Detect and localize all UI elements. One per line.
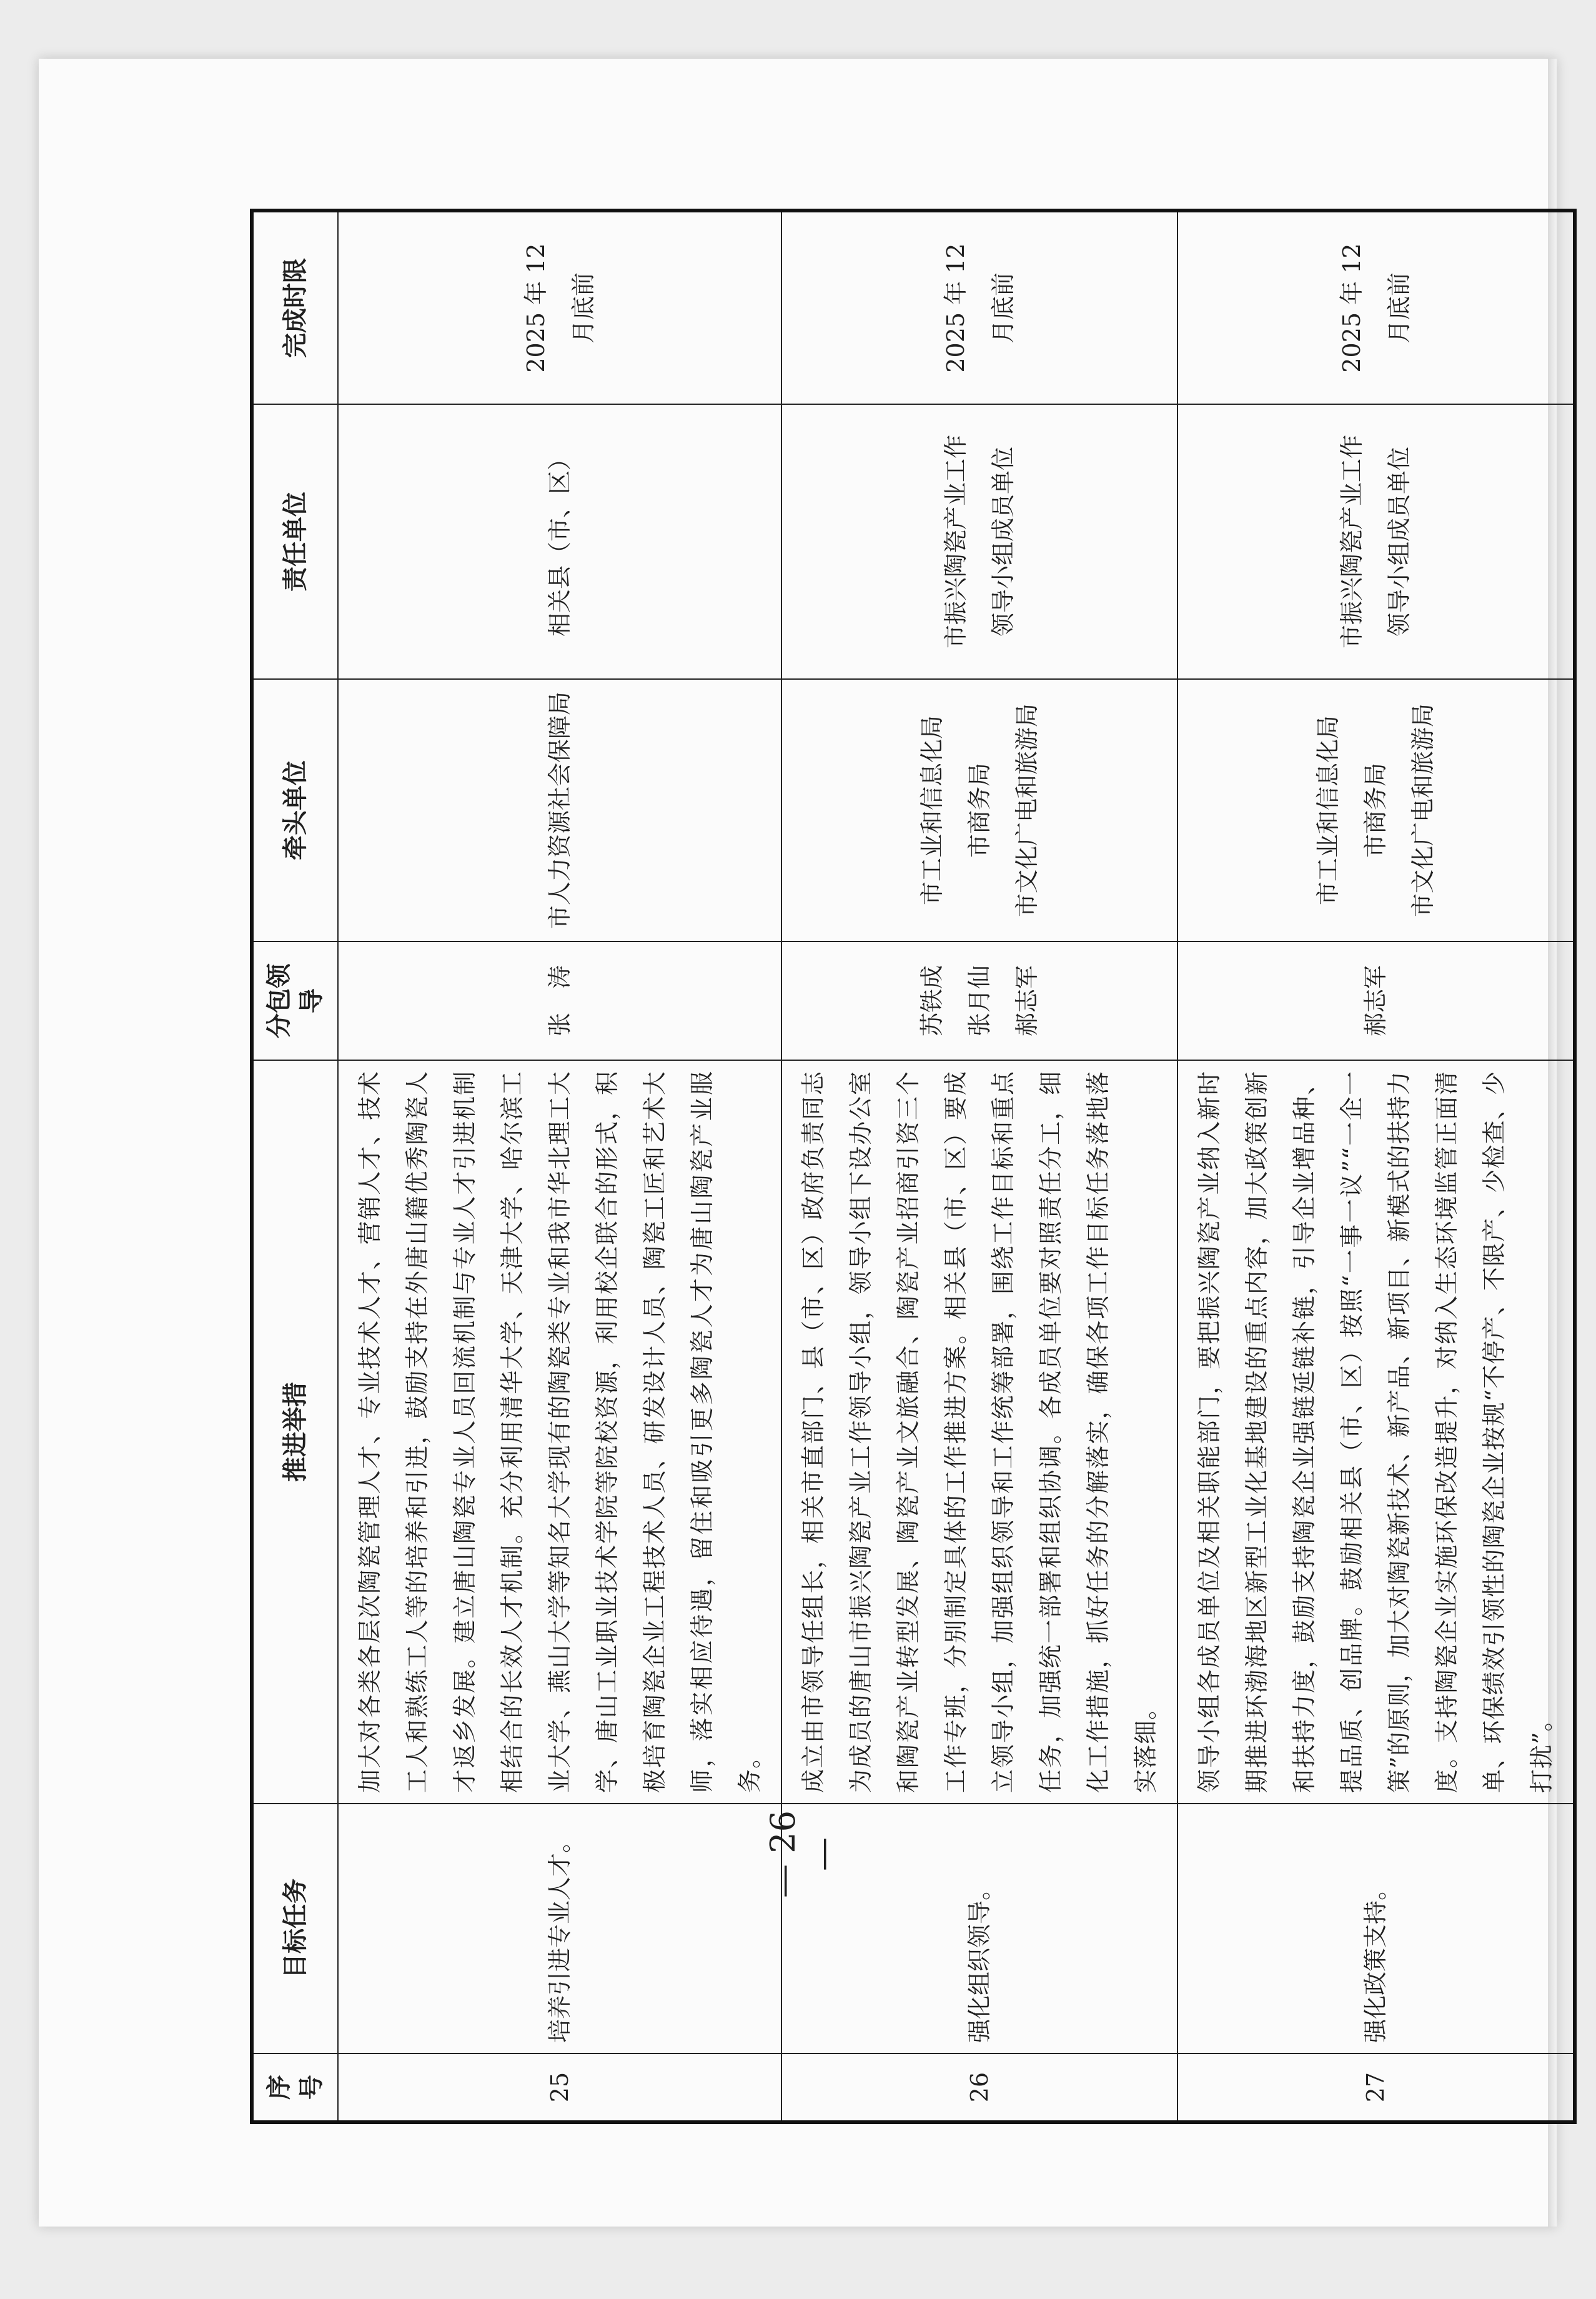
row-resp-units: [1177, 404, 1575, 679]
row-leaders: [1177, 941, 1575, 1060]
leader-name: 张 涛: [546, 965, 573, 1037]
lead-unit: 市工业和信息化局: [918, 715, 946, 906]
row-leaders: [781, 941, 1177, 1060]
deadline-line: 2025 年 12: [942, 243, 969, 373]
lead-unit: 市文化广电和旅游局: [1409, 703, 1437, 918]
resp-unit: 相关县（市、区）: [546, 447, 573, 637]
row-leaders: [338, 941, 781, 1060]
deadline-line: 2025 年 12: [1338, 243, 1366, 373]
lead-unit: 市商务局: [966, 763, 993, 858]
deadline-line: 月底前: [989, 272, 1017, 344]
header-resp-unit: 责任单位: [252, 404, 338, 679]
lead-unit: 市工业和信息化局: [1314, 715, 1342, 906]
deadline-line: 月底前: [570, 272, 597, 344]
resp-unit: 市振兴陶瓷产业工作: [942, 435, 969, 649]
header-measures: 推进举措: [252, 1060, 338, 1804]
row-measures: 加大对各类各层次陶瓷管理人才、专业技术人才、营销人才、技术工人和熟练工人等的培养和引进，鼓励支持在外唐山籍优秀陶瓷人才返乡发展。建立唐山陶瓷专业人员回流机制与专业人才引进机制相结合的长效人才机制。充分利用清华大学、天津大学、哈尔滨工业大学、燕山大学等知名大学现有的陶瓷类专业和我市华北理工大学、唐山工业职业技术学院等院校资源，利用校企联合的形式，积极培育陶瓷企业工程技术人员、研发设计人员、陶瓷工匠和艺术大师，落实相应待遇，留住和吸引更多陶瓷人才为唐山陶瓷产业服务。: [338, 1060, 781, 1804]
row-deadline: [338, 211, 781, 404]
leader-name: 郝志军: [1362, 965, 1389, 1037]
row-measures: 领导小组各成员单位及相关职能部门，要把振兴陶瓷产业纳入新时期推进环渤海地区新型工业化基地建设的重点内容，加大政策创新和扶持力度，鼓励支持陶瓷企业强链延链补链，引导企业增品种、提品质、创品牌。鼓励相关县（市、区）按照“一事一议”“一企一策”的原则，加大对陶瓷新技术、新产品、新项目、新模式的扶持力度。支持陶瓷企业实施环保改造提升，对纳入生态环境监管正面清单、环保绩效引领性的陶瓷企业按规“不停产、不限产、少检查、少打扰”。: [1177, 1060, 1575, 1804]
table-row: [1177, 211, 1575, 2122]
header-task: 目标任务: [252, 1804, 338, 2053]
resp-unit: 市振兴陶瓷产业工作: [1338, 435, 1366, 649]
table-row: [338, 211, 781, 2122]
leader-name: 郝志军: [1013, 965, 1041, 1037]
row-lead-units: [781, 679, 1177, 941]
row-seq: 25: [338, 2053, 781, 2122]
resp-unit: 领导小组成员单位: [989, 447, 1017, 637]
resp-unit: 领导小组成员单位: [1385, 447, 1413, 637]
row-seq: 26: [781, 2053, 1177, 2122]
deadline-line: 月底前: [1385, 272, 1413, 344]
lead-unit: 市文化广电和旅游局: [1013, 703, 1041, 918]
row-measures: 成立由市领导任组长，相关市直部门、县（市、区）政府负责同志为成员的唐山市振兴陶瓷产业工作领导小组，领导小组下设办公室和陶瓷产业转型发展、陶瓷产业文旅融合、陶瓷产业招商引资三个工作专班，分别制定具体的工作推进方案。相关县（市、区）要成立领导小组，加强组织领导和工作统筹部署，围绕工作目标和重点任务，加强统一部署和组织协调。各成员单位要对照责任分工，细化工作措施，抓好任务的分解落实，确保各项工作目标任务落地落实落细。: [781, 1060, 1177, 1804]
table-header-row: [252, 211, 338, 2122]
lead-unit: 市人力资源社会保障局: [546, 692, 573, 930]
row-seq: 27: [1177, 2053, 1575, 2122]
row-task: 强化组织领导。: [781, 1804, 1177, 2053]
header-lead-unit: 牵头单位: [252, 679, 338, 941]
row-deadline: [781, 211, 1177, 404]
header-leader: 分包领导: [252, 941, 338, 1060]
header-deadline: 完成时限: [252, 211, 338, 404]
task-table: [250, 209, 1577, 2124]
lead-unit: 市商务局: [1362, 763, 1389, 858]
row-deadline: [1177, 211, 1575, 404]
row-lead-units: [1177, 679, 1575, 941]
row-task: 培养引进专业人才。: [338, 1804, 781, 2053]
row-lead-units: [338, 679, 781, 941]
deadline-line: 2025 年 12: [522, 243, 550, 373]
row-task: 强化政策支持。: [1177, 1804, 1575, 2053]
page-number: — 26 —: [763, 1810, 842, 1898]
row-resp-units: [781, 404, 1177, 679]
leader-name: 张月仙: [966, 965, 993, 1037]
row-resp-units: [338, 404, 781, 679]
header-seq: 序号: [252, 2053, 338, 2122]
leader-name: 苏铁成: [918, 965, 946, 1037]
